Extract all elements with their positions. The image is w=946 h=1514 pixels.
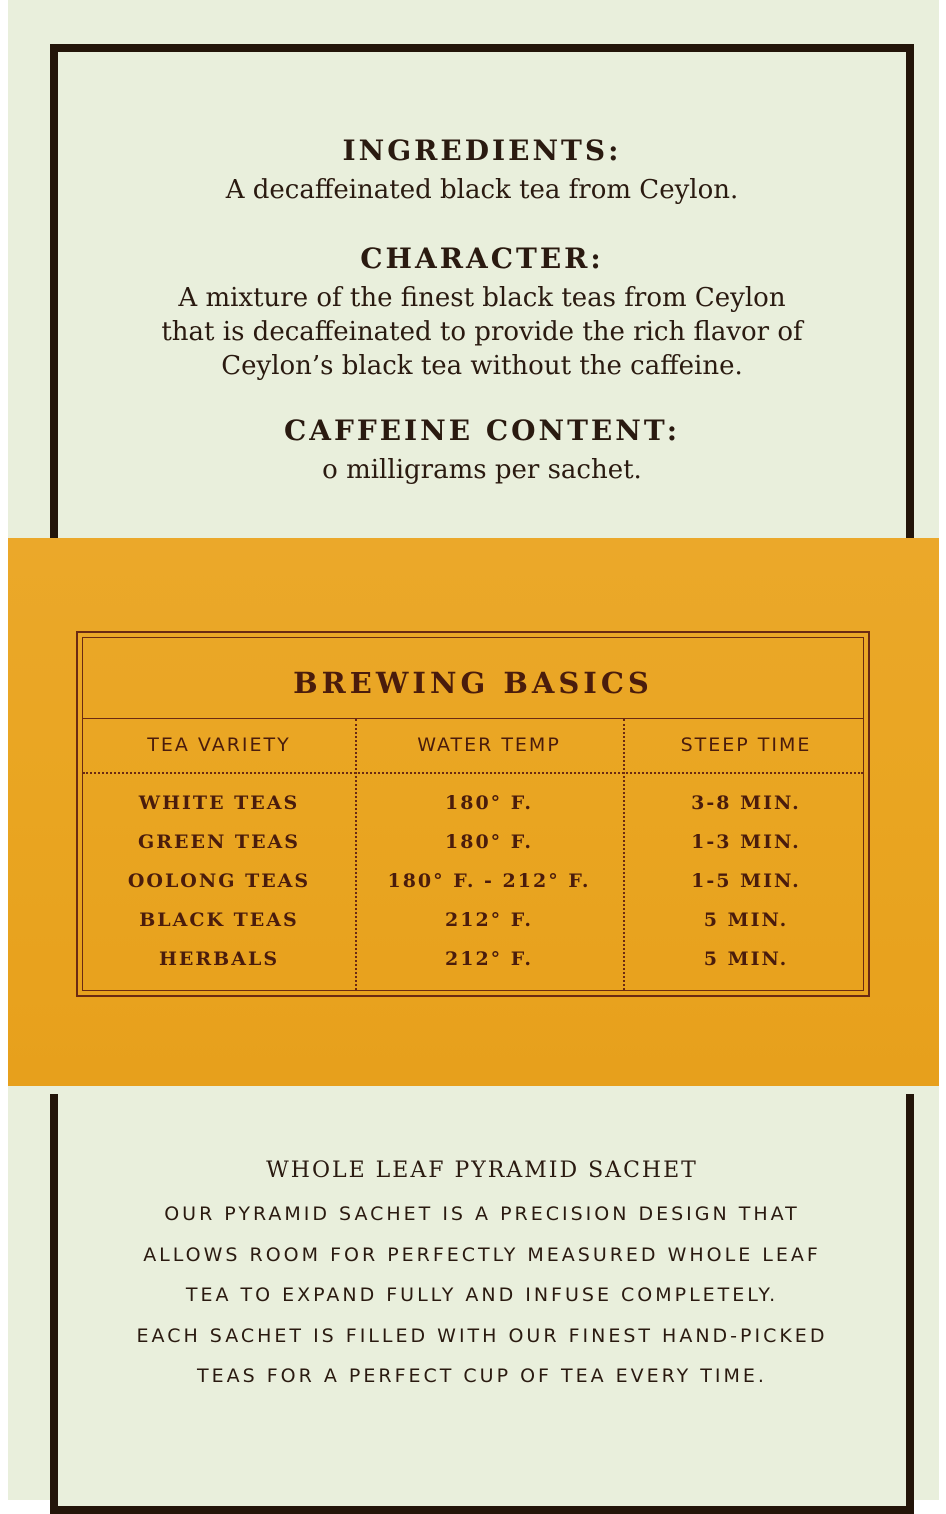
sachet-line: ALLOWS ROOM FOR PERFECTLY MEASURED WHOLE LEAF [143,1243,821,1266]
sachet-line: TEA TO EXPAND FULLY AND INFUSE COMPLETELY. [185,1284,779,1306]
column-header-tea-variety: TEA VARIETY [147,734,291,756]
column-header-steep-time: STEEP TIME [680,734,812,756]
water-temp-column [355,719,623,979]
table-cell: 5 MIN. [703,948,789,970]
table-cell: 180° F. - 212° F. [387,870,591,892]
brewing-band [8,538,939,1086]
ingredients-heading: INGREDIENTS: [342,134,622,167]
brewing-title: BREWING BASICS [293,666,653,700]
caffeine-heading: CAFFEINE CONTENT: [283,414,681,447]
character-section [58,242,906,383]
ingredients-text: A decaffeinated black tea from Ceylon. [225,175,739,205]
table-cell: 3-8 MIN. [691,792,801,814]
ingredients-section [58,134,906,207]
table-cell: BLACK TEAS [139,909,299,931]
table-cell: 212° F. [445,948,533,970]
table-cell: WHITE TEAS [138,792,300,814]
brewing-table [76,631,870,997]
table-cell: OOLONG TEAS [127,870,311,892]
tea-variety-column [83,719,355,979]
brewing-table-inner-frame [82,637,864,991]
table-cell: 1-5 MIN. [691,870,801,892]
table-cell: 180° F. [445,831,533,853]
character-heading: CHARACTER: [360,242,604,275]
column-header-water-temp: WATER TEMP [417,734,561,756]
table-cell: 212° F. [445,909,533,931]
character-line: A mixture of the finest black teas from Ceylon [178,283,786,313]
sachet-panel [50,1094,914,1514]
table-cell: 5 MIN. [703,909,789,931]
tea-package-back [8,0,939,1500]
sachet-line: OUR PYRAMID SACHET IS A PRECISION DESIGN THAT [164,1203,800,1225]
info-panel [50,44,914,544]
character-line: that is decaffeinated to provide the rich flavor of [161,317,803,347]
sachet-description [58,1194,906,1397]
sachet-line: EACH SACHET IS FILLED WITH OUR FINEST HAND-PICKED [136,1324,828,1347]
table-cell: 180° F. [445,792,533,814]
character-line: Ceylon’s black tea without the caffeine. [221,351,743,381]
sachet-line: TEAS FOR A PERFECT CUP OF TEA EVERY TIME. [197,1365,767,1387]
caffeine-text: o milligrams per sachet. [322,455,642,485]
caffeine-section [58,414,906,487]
table-cell: HERBALS [158,948,280,970]
table-cell: 1-3 MIN. [691,831,801,853]
sachet-title: WHOLE LEAF PYRAMID SACHET [266,1158,698,1183]
table-cell: GREEN TEAS [137,831,301,853]
steep-time-column [623,719,869,979]
